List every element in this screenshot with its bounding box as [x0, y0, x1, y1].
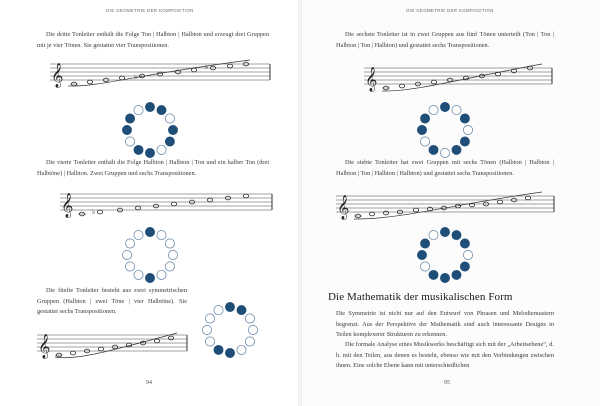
tone-dot-filled: [452, 270, 461, 279]
right-paragraph-4: Die formale Analyse eines Musikwerks beschäftigt sich mit der „Arbeitsebene“, d. h. mit den Teilen, aus denen es besteht, ebenso wie mit den Verbindungen zwischen ihnen. Eine solche Ebene kann mit unterschiedlichen: [336, 341, 554, 370]
tone-dot-filled: [440, 227, 449, 236]
tone-dot-filled: [145, 227, 154, 236]
treble-clef-icon: 𝄞: [61, 193, 74, 217]
tone-dot-filled: [460, 262, 469, 271]
tone-dot-empty: [168, 250, 177, 259]
tone-dot-filled: [145, 148, 154, 157]
treble-clef-icon: 𝄞: [51, 63, 64, 87]
treble-clef-icon: 𝄞: [337, 195, 350, 219]
running-header-right: DIE GEOMETRIE DER KOMPOSITION: [406, 8, 494, 13]
tone-dot-empty: [205, 337, 214, 346]
tone-dot-empty: [165, 262, 174, 271]
tone-dot-filled: [165, 137, 174, 146]
tone-dot-empty: [134, 230, 143, 239]
tone-dot-filled: [429, 270, 438, 279]
tone-dot-filled: [460, 239, 469, 248]
tone-dot-filled: [168, 125, 177, 134]
note-head: [87, 80, 92, 84]
note-row: [354, 196, 531, 218]
tone-dot-empty: [237, 345, 246, 354]
left-paragraph-2: Die vierte Tonleiter enthält die Folge Halbton | Halbton | Ton und ein halber Ton (drei Halbtöne) | Halbton. Zwei Gruppen und sechs Transpositionen.: [37, 159, 269, 177]
tone-dot-filled: [420, 114, 429, 123]
treble-clef-icon: 𝄞: [38, 334, 51, 358]
music-staff-3: [37, 327, 197, 363]
tone-circle-seventh-scale: [415, 225, 475, 285]
tone-dot-empty: [134, 105, 143, 114]
music-staff-5: [336, 186, 566, 226]
note-head: [191, 68, 196, 72]
note-row: [70, 62, 249, 86]
right-paragraph-3: Die Symmetrie ist nicht nur auf den Entwurf von Phrasen und Melodiemustern begrenzt. Aus der Perspektive der Mathematik sind auch interessante Designs in Teilen komplexerer Strukturen zu erkennen.: [336, 310, 554, 339]
tone-dot-empty: [157, 270, 166, 279]
tone-dot-empty: [463, 125, 472, 134]
tone-dot-filled: [440, 273, 449, 282]
tone-dot-empty: [248, 325, 257, 334]
tone-dot-empty: [157, 230, 166, 239]
tone-dot-empty: [205, 314, 214, 323]
tone-dot-filled: [225, 302, 234, 311]
tone-dot-empty: [245, 337, 254, 346]
svg-text:♭: ♭: [92, 208, 96, 216]
svg-text:♭: ♭: [134, 73, 138, 81]
tone-dot-filled: [452, 145, 461, 154]
staff-lines: [37, 335, 187, 351]
tone-dot-empty: [165, 114, 174, 123]
section-title: Die Mathematik der musikalischen Form: [328, 291, 513, 303]
tone-dot-filled: [460, 137, 469, 146]
tone-dot-empty: [440, 148, 449, 157]
tone-dot-filled: [429, 145, 438, 154]
tone-dot-empty: [125, 262, 134, 271]
tone-dot-filled: [122, 125, 131, 134]
tone-dot-empty: [429, 105, 438, 114]
tone-circle-third-scale: [120, 100, 180, 160]
tone-dot-filled: [417, 125, 426, 134]
tone-dot-empty: [157, 145, 166, 154]
tone-dot-filled: [125, 114, 134, 123]
page-number-right: 95: [444, 380, 450, 386]
tone-dot-empty: [125, 137, 134, 146]
tone-dot-filled: [225, 348, 234, 357]
tone-dot-empty: [463, 250, 472, 259]
left-paragraph-3: Die fünfte Tonleiter besteht aus zwei symmetrischen Gruppen (Halbton | zwei Töne | vier Halbtöne). Sie gestattet sechs Transpositionen.: [37, 287, 187, 316]
tone-dot-empty: [134, 270, 143, 279]
note-row: [382, 66, 533, 90]
tone-circle-fourth-scale: [120, 225, 180, 285]
tone-dot-empty: [214, 305, 223, 314]
page-number-left: 94: [146, 380, 152, 386]
tone-circle-fifth-scale: [200, 300, 260, 360]
tone-dot-empty: [429, 230, 438, 239]
tone-dot-filled: [440, 102, 449, 111]
treble-clef-icon: 𝄞: [365, 67, 378, 91]
tone-dot-filled: [420, 239, 429, 248]
tone-dot-filled: [134, 145, 143, 154]
music-staff-1: [50, 54, 282, 94]
tone-dot-empty: [165, 239, 174, 248]
book-gutter: [298, 0, 302, 406]
staff-lines: [364, 68, 552, 84]
tone-dot-filled: [214, 345, 223, 354]
tone-dot-filled: [145, 102, 154, 111]
tone-dot-filled: [417, 250, 426, 259]
note-row: [78, 194, 249, 216]
tone-dot-empty: [202, 325, 211, 334]
running-header-left: DIE GEOMETRIE DER KOMPOSITION: [106, 8, 194, 13]
tone-circle-sixth-scale: [415, 100, 475, 160]
tone-dot-filled: [237, 305, 246, 314]
tone-dot-empty: [125, 239, 134, 248]
tone-dot-empty: [122, 250, 131, 259]
music-staff-2: [60, 186, 292, 222]
tone-dot-filled: [157, 105, 166, 114]
tone-dot-empty: [420, 137, 429, 146]
tone-dot-filled: [452, 230, 461, 239]
tone-dot-empty: [452, 105, 461, 114]
note-head: [119, 76, 124, 80]
tone-dot-filled: [145, 273, 154, 282]
tone-dot-filled: [460, 114, 469, 123]
left-paragraph-1: Die dritte Tonleiter enthält die Folge Ton | Halbton | Halbton und erzeugt drei Gruppen mit je vier Tönen. Sie gestattet vier Transpositionen.: [37, 31, 269, 49]
right-paragraph-2: Die siebte Tonleiter hat zwei Gruppen mit sechs Tönen (Halbton | Halbton | Halbton | Ton | Halbton | Halbton) und gestattet sechs Transpositionen.: [336, 159, 554, 177]
tone-dot-empty: [420, 262, 429, 271]
tone-dot-empty: [245, 314, 254, 323]
svg-text:♭: ♭: [205, 63, 209, 71]
note-head: [227, 64, 232, 68]
right-paragraph-1: Die sechste Tonleiter ist in zwei Gruppen aus fünf Tönen unterteilt (Ton | Ton | Halbton | Ton | Halbton) und gestattet sechs Transpositionen.: [336, 31, 554, 49]
music-staff-4: [364, 58, 564, 98]
